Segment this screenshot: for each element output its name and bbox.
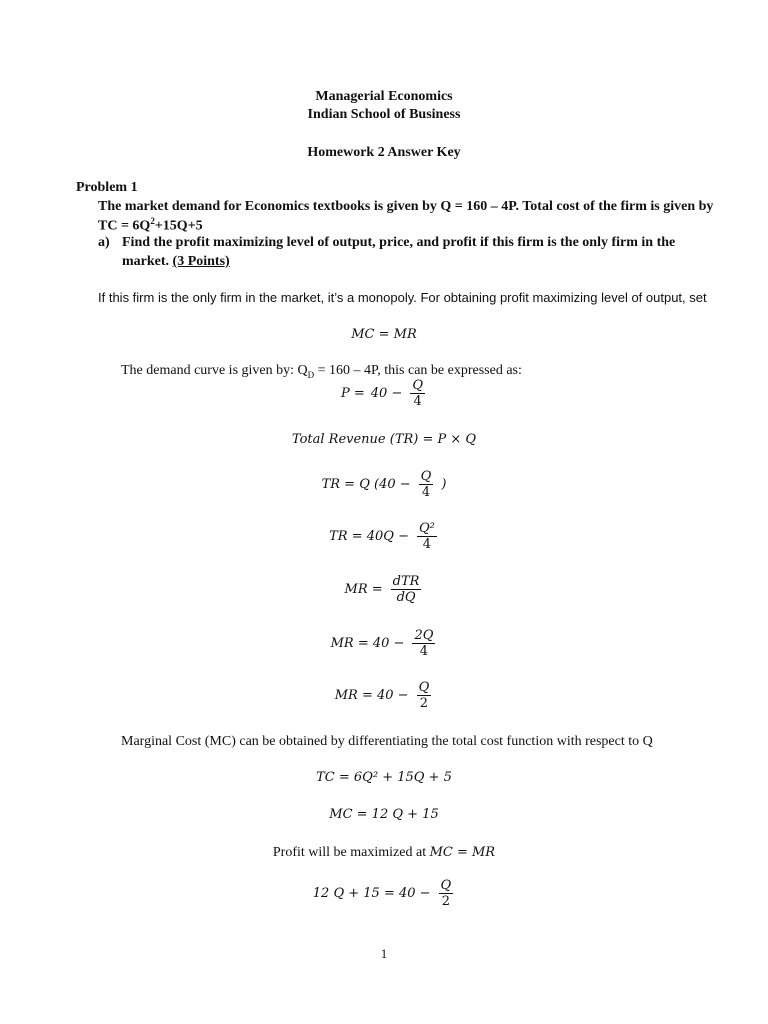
equation-tr-1	[0, 469, 768, 500]
mr3-lhs: MR = 40 −	[334, 688, 409, 703]
marginal-cost-sentence: Marginal Cost (MC) can be obtained by differentiating the total cost function with respect to Q	[121, 734, 653, 749]
demand-text-rest: = 160 – 4P, this can be expressed as:	[314, 363, 522, 378]
tr1-lhs: TR = Q (40 −	[321, 477, 411, 492]
profit-sentence	[0, 845, 768, 861]
demand-subscript: D	[307, 369, 315, 380]
intro-paragraph: If this firm is the only firm in the market, it’s a monopoly. For obtaining profit maximizing level of output, set	[98, 290, 707, 305]
tc-exponent: 2	[150, 216, 155, 226]
document-title: Homework 2 Answer Key	[307, 145, 461, 160]
fraction-denominator: 4	[410, 393, 425, 409]
tc-text: TC = 6Q	[98, 218, 151, 234]
equation-tr-2	[0, 521, 768, 552]
part-a-points: (3 Points)	[172, 254, 230, 269]
profit-text: Profit will be maximized at	[272, 845, 427, 860]
fraction-denominator: 4	[412, 643, 435, 659]
problem-statement-line1: The market demand for Economics textbooks is given by Q = 160 – 4P. Total cost of the firm is given by	[98, 199, 714, 214]
fraction-numerator: dTR	[392, 574, 420, 589]
price-fraction	[410, 378, 425, 409]
equation-mr-3	[0, 680, 768, 711]
fraction-numerator: Q²	[418, 521, 435, 536]
tr2-lhs: TR = 40Q −	[329, 529, 409, 544]
fraction-denominator: 2	[439, 893, 454, 909]
problem-heading: Problem 1	[76, 180, 138, 195]
demand-text: The demand curve is given by: Q	[121, 363, 308, 378]
mr2-lhs: MR = 40 −	[330, 636, 405, 651]
equation-total-revenue-definition: Total Revenue (TR) = P × Q	[291, 432, 477, 447]
final-lhs: 12 Q + 15 = 40 −	[312, 886, 431, 901]
equation-profit-max	[0, 878, 768, 909]
fraction-denominator: 4	[419, 484, 434, 500]
fraction-numerator: Q	[418, 680, 430, 695]
price-lhs: P =	[340, 386, 365, 401]
problem-statement-line2	[98, 216, 203, 235]
mr3-fraction	[417, 680, 432, 711]
mr1-lhs: MR =	[344, 582, 383, 597]
fraction-denominator: 2	[417, 695, 432, 711]
part-a-line2	[122, 254, 230, 270]
tr1-fraction	[419, 469, 434, 500]
equation-total-cost: TC = 6Q² + 15Q + 5	[316, 770, 452, 785]
equation-mc-mr: MC = MR	[351, 327, 417, 342]
final-fraction	[439, 878, 454, 909]
mr1-fraction	[391, 574, 422, 605]
equation-price	[0, 378, 768, 409]
fraction-numerator: 2Q	[414, 628, 434, 643]
course-title: Managerial Economics	[315, 89, 453, 104]
part-a-text: market.	[122, 254, 170, 269]
profit-condition: MC = MR	[429, 845, 496, 860]
equation-mr-2	[0, 628, 768, 659]
tc-text-rest: +15Q+5	[154, 218, 203, 234]
tr2-fraction	[417, 521, 437, 552]
fraction-denominator: 4	[417, 536, 437, 552]
fraction-numerator: Q	[412, 378, 424, 393]
page-number: 1	[380, 946, 388, 961]
mr2-fraction	[412, 628, 435, 659]
fraction-numerator: Q	[420, 469, 432, 484]
price-const: 40 −	[370, 386, 403, 401]
equation-mr-1	[0, 574, 768, 605]
tr1-close-paren: )	[441, 477, 447, 492]
part-a-line1: Find the profit maximizing level of output, price, and profit if this firm is the only firm in the	[122, 235, 676, 250]
part-a-label: a)	[98, 235, 110, 250]
school-name: Indian School of Business	[307, 107, 461, 122]
fraction-denominator: dQ	[391, 589, 422, 605]
equation-marginal-cost: MC = 12 Q + 15	[329, 807, 439, 822]
fraction-numerator: Q	[440, 878, 452, 893]
